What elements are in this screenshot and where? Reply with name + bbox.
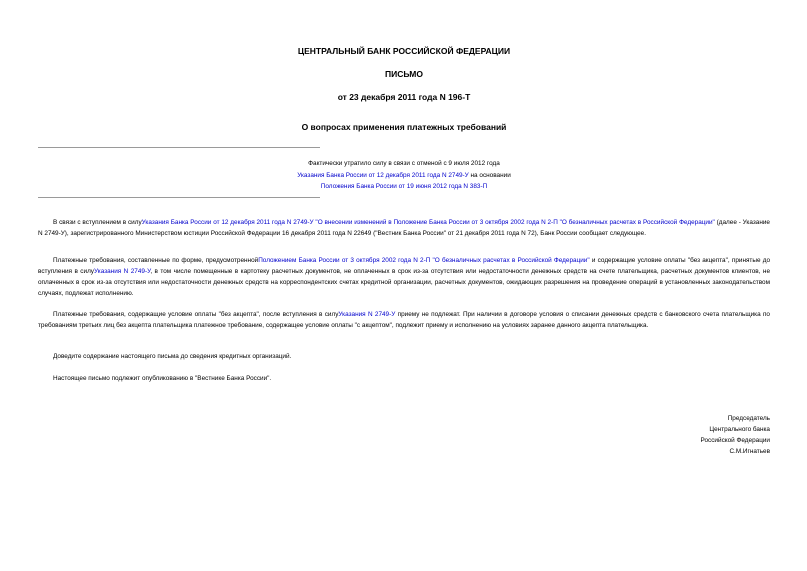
p3-text-2: приему не подлежат. При наличии в договоре условия о списании денежных средств с банковского счета плательщика по требованиям третьих лиц без акцепта плательщика платежное требование, содержащее условие оплаты "с акцептом", подлежит приему и исполнению на условиях заранее данного акцепта плательщика. [38, 311, 770, 329]
paragraph-4: Доведите содержание настоящего письма до сведения кредитных организаций. [53, 353, 292, 360]
p2-text-3: , в том числе помещенные в картотеку расчетных документов, не оплаченных в срок из-за отсутствия или недостаточности денежных средств на счете плательщика, расчетных документов клиентов, не оплаченных в срок из-за отсутствия или недостаточности денежных средств на корреспондентских счетах кредитной организации, расчетных документов, ожидающих разрешения на проведение операций в установленных законодательством случаях, подлежат исполнению. [38, 268, 770, 297]
p1-text-2: (далее - Указание N 2749-У), зарегистрированного Министерством юстиции Российской Федерации 16 декабря 2011 года N 22649 ("Вестник Банка России" от 21 декабря 2011 года N 72), Банк России сообщает следующее. [38, 219, 770, 237]
p1-text-1: В связи с вступлением в силу [53, 219, 142, 226]
status-note-line2-tail: на основании [468, 172, 511, 179]
bottom-divider [38, 197, 320, 198]
status-note-line2 [38, 170, 770, 181]
doc-type: ПИСЬМО [385, 69, 423, 79]
org-title: ЦЕНТРАЛЬНЫЙ БАНК РОССИЙСКОЙ ФЕДЕРАЦИИ [297, 46, 511, 56]
paragraph-3 [38, 309, 770, 331]
status-link-polozhenie[interactable]: Положения Банка России от 19 июня 2012 года N 383-П [320, 183, 488, 190]
p2-link-ukazanie[interactable]: Указания N 2749-У [94, 268, 151, 275]
p3-link-ukazanie[interactable]: Указания N 2749-У [338, 311, 396, 318]
paragraph-1 [38, 217, 770, 239]
p3-text-1: Платежные требования, содержащие условие оплаты "без акцепта", после вступления в силу [53, 311, 339, 318]
paragraph-5: Настоящее письмо подлежит опубликованию в "Вестнике Банка России". [53, 375, 272, 382]
p2-text-2: и содержащие условие оплаты "без акцепта", принятые до вступления в силу [38, 257, 770, 275]
signature-line-2: Центрального банка [709, 426, 770, 433]
doc-date: от 23 декабря 2011 года N 196-Т [337, 92, 471, 102]
status-note-line1: Фактически утратило силу в связи с отменой с 9 июля 2012 года [308, 160, 500, 167]
status-note-line3 [38, 181, 770, 192]
paragraph-2 [38, 255, 770, 299]
p1-link-ukazanie[interactable]: Указания Банка России от 12 декабря 2011 года N 2749-У "О внесении изменений в Положение Банка России от 3 октября 2002 года N 2-П "О безналичных расчетах в Российской Федерации" [141, 219, 715, 226]
signature-line-1: Председатель [727, 415, 770, 422]
status-link-ukazanie[interactable]: Указания Банка России от 12 декабря 2011 года N 2749-У [297, 172, 469, 179]
signature-line-4: С.М.Игнатьев [729, 448, 770, 455]
signature-block [570, 413, 770, 457]
top-divider [38, 147, 320, 148]
p2-text-1: Платежные требования, составленные по форме, предусмотренной [53, 257, 259, 264]
doc-subject: О вопросах применения платежных требований [301, 122, 507, 132]
p2-link-polozhenie[interactable]: Положением Банка России от 3 октября 2002 года N 2-П "О безналичных расчетах в Российской Федерации" [258, 257, 590, 264]
signature-line-3: Российской Федерации [700, 437, 770, 444]
